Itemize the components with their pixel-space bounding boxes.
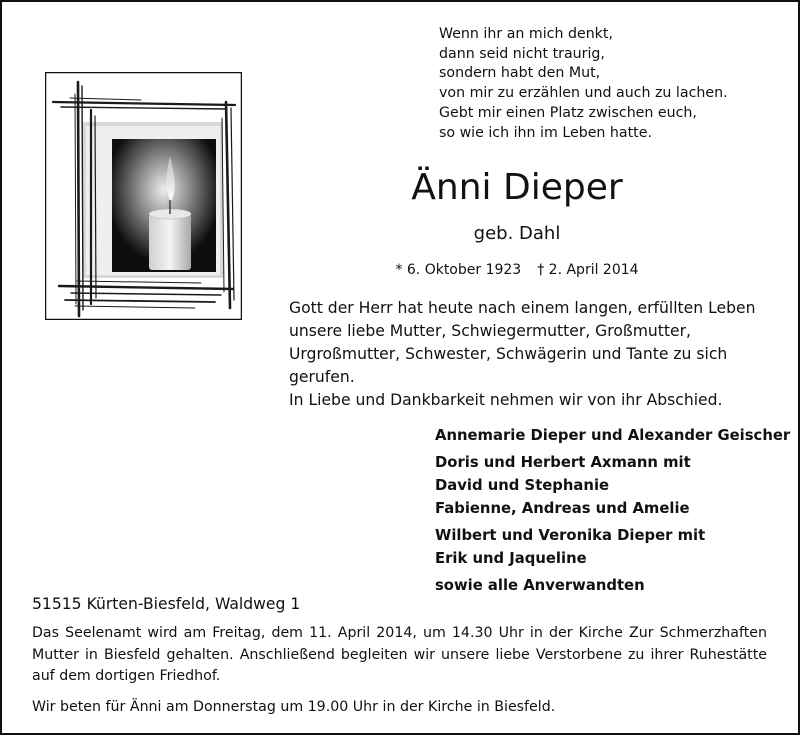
poem bbox=[439, 25, 779, 143]
family-address: 51515 Kürten-Biesfeld, Waldweg 1 bbox=[32, 595, 301, 613]
mourner-group bbox=[435, 424, 791, 447]
poem-line: so wie ich ihn im Leben hatte. bbox=[439, 124, 652, 141]
mourners-list bbox=[435, 424, 791, 601]
mourner-line: Doris und Herbert Axmann mit bbox=[435, 454, 691, 471]
mourner-line: sowie alle Anverwandten bbox=[435, 577, 645, 594]
deceased-name: Änni Dieper bbox=[411, 167, 623, 208]
mourner-line: Annemarie Dieper und Alexander Geischer bbox=[435, 427, 791, 444]
announcement bbox=[289, 297, 766, 412]
announcement-line: unsere liebe Mutter, Schwiegermutter, Großmutter, bbox=[289, 322, 691, 340]
death-date: † 2. April 2014 bbox=[537, 262, 639, 278]
announcement-line: gerufen. bbox=[289, 368, 355, 386]
mourner-group bbox=[435, 451, 785, 520]
mourner-line: Wilbert und Veronika Dieper mit bbox=[435, 527, 706, 544]
service-announcement: Das Seelenamt wird am Freitag, dem 11. April 2014, um 14.30 Uhr in der Kirche Zur Schmerzhaften Mutter in Biesfeld gehalten. Anschließend begleiten wir unsere liebe Verstorbene zu ihrer Ruhestätte auf dem dortigen Friedhof. bbox=[32, 625, 767, 684]
mourner-group bbox=[435, 574, 785, 597]
birth-date: * 6. Oktober 1923 bbox=[395, 262, 522, 278]
poem-line: Gebt mir einen Platz zwischen euch, bbox=[439, 104, 697, 121]
candle-cross-icon bbox=[45, 72, 242, 320]
announcement-line: Urgroßmutter, Schwester, Schwägerin und Tante zu sich bbox=[289, 345, 728, 363]
birth-name: geb. Dahl bbox=[473, 223, 561, 244]
mourner-line: Erik und Jaqueline bbox=[435, 550, 587, 567]
poem-line: sondern habt den Mut, bbox=[439, 65, 601, 82]
mourner-line: Fabienne, Andreas und Amelie bbox=[435, 500, 690, 517]
announcement-closing: In Liebe und Dankbarkeit nehmen wir von ihr Abschied. bbox=[289, 391, 723, 409]
mourner-group bbox=[435, 524, 785, 570]
poem-line: von mir zu erzählen und auch zu lachen. bbox=[439, 85, 728, 102]
life-dates bbox=[382, 260, 652, 280]
announcement-line: Gott der Herr hat heute nach einem langen, erfüllten Leben bbox=[289, 299, 756, 317]
poem-line: dann seid nicht traurig, bbox=[439, 45, 605, 62]
poem-line: Wenn ihr an mich denkt, bbox=[439, 26, 613, 42]
prayer-announcement: Wir beten für Änni am Donnerstag um 19.00 Uhr in der Kirche in Biesfeld. bbox=[32, 699, 556, 715]
mourner-line: David und Stephanie bbox=[435, 477, 610, 494]
